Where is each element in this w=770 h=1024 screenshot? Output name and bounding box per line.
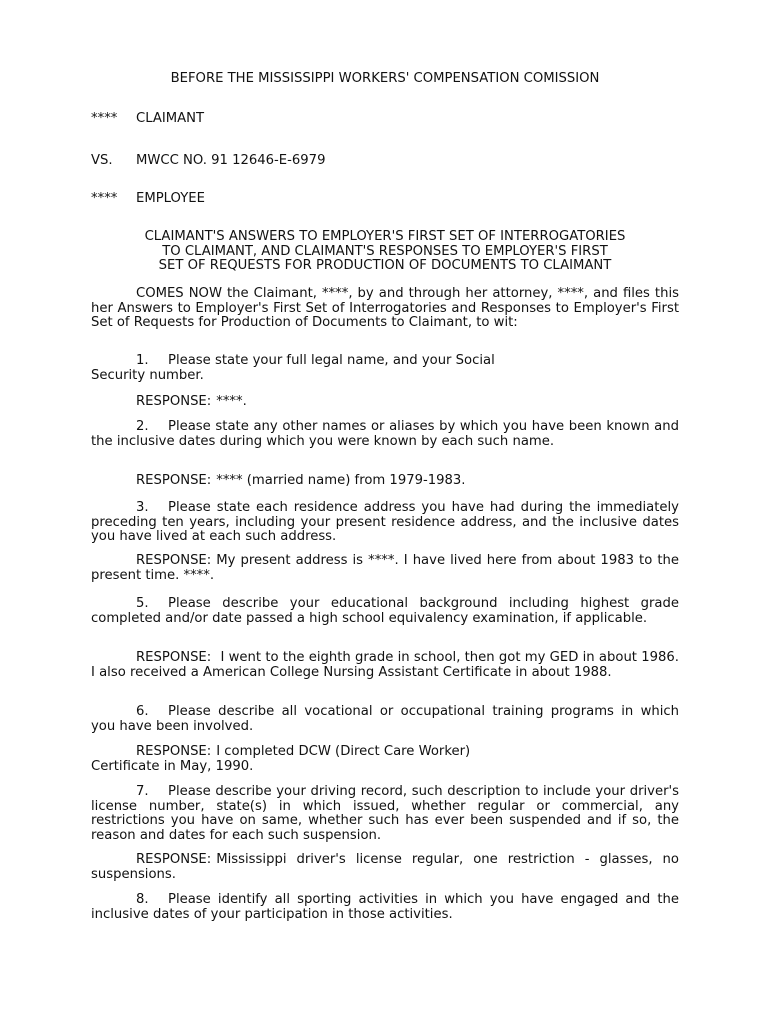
- item-number: 1.: [136, 353, 149, 368]
- response-text: Certificate in May, 1990.: [91, 758, 254, 774]
- response-text: Mississippi driver's license regular, one restriction - glasses, no suspensions.: [91, 852, 679, 882]
- claimant-mark: ****: [91, 111, 118, 126]
- employee-mark: ****: [91, 191, 118, 206]
- response-text: I completed DCW (Direct Care Worker): [216, 744, 471, 759]
- commission-header: BEFORE THE MISSISSIPPI WORKERS' COMPENSATION COMISSION: [170, 71, 600, 86]
- question-text: Please state each residence address you have had during the immediately preceding ten years, including your present residence address, and the inclusive dates you have lived at each such address.: [91, 500, 679, 545]
- interrogatory-6: [91, 705, 679, 734]
- response-text: I went to the eighth grade in school, then got my GED in about 1986. I also received a American College Nursing Assistant Certificate in about 1988.: [91, 650, 679, 680]
- interrogatory-7: [91, 785, 679, 843]
- response-label: RESPONSE:: [136, 650, 212, 665]
- employee-line: [91, 192, 679, 207]
- response-label: RESPONSE:: [136, 852, 212, 867]
- interrogatory-8: [91, 893, 679, 922]
- response-text: ****.: [216, 394, 247, 409]
- response-3: [91, 554, 679, 583]
- response-text: **** (married name) from 1979-1983.: [216, 473, 466, 488]
- employee-label: EMPLOYEE: [136, 191, 205, 206]
- claimant-label: CLAIMANT: [136, 111, 205, 126]
- response-label: RESPONSE:: [136, 473, 212, 488]
- question-text: Please state your full legal name, and your Social: [168, 353, 495, 368]
- item-number: 3.: [136, 500, 149, 515]
- response-6: [91, 745, 679, 774]
- document-title-line: CLAIMANT'S ANSWERS TO EMPLOYER'S FIRST SET OF INTERROGATORIES: [144, 229, 626, 244]
- item-number: 2.: [136, 419, 149, 434]
- question-text: Please describe your educational background including highest grade completed and/or date passed a high school equivalency examination, if applicable.: [91, 596, 679, 626]
- versus-line: [91, 154, 679, 169]
- item-number: 6.: [136, 704, 149, 719]
- question-text: Please describe all vocational or occupational training programs in which you have been involved.: [91, 704, 679, 734]
- response-7: [91, 853, 679, 882]
- response-5: [91, 651, 679, 680]
- document-title: [91, 230, 679, 274]
- interrogatory-2: [91, 420, 679, 449]
- document-title-line: SET OF REQUESTS FOR PRODUCTION OF DOCUMENTS TO CLAIMANT: [158, 258, 612, 274]
- response-label: RESPONSE:: [136, 394, 212, 409]
- question-text: Please identify all sporting activities in which you have engaged and the inclusive dates of your participation in those activities.: [91, 892, 679, 922]
- response-text: My present address is ****. I have lived here from about 1983 to the present time. ****.: [91, 553, 679, 583]
- vs-label: VS.: [91, 153, 113, 168]
- question-text: Please state any other names or aliases by which you have been known and the inclusive dates during which you were known by each such name.: [91, 419, 679, 449]
- interrogatory-5: [91, 597, 679, 626]
- question-text: Please describe your driving record, such description to include your driver's license number, state(s) in which issued, whether regular or commercial, any restrictions you have on same, whether such has ever been suspended and if so, the reason and dates for each such suspension.: [91, 784, 679, 843]
- item-number: 7.: [136, 784, 149, 799]
- response-label: RESPONSE:: [136, 553, 212, 568]
- response-1: [91, 395, 679, 410]
- intro-paragraph: [91, 287, 679, 331]
- interrogatory-3: [91, 501, 679, 545]
- question-text: Security number.: [91, 367, 204, 383]
- item-number: 5.: [136, 596, 149, 611]
- intro-text: COMES NOW the Claimant, ****, by and through her attorney, ****, and files this her Answers to Employer's First Set of Interrogatories and Responses to Employer's First Set of Requests for Production of Documents to Claimant, to wit:: [91, 286, 679, 331]
- response-label: RESPONSE:: [136, 744, 212, 759]
- response-2: [91, 474, 679, 489]
- item-number: 8.: [136, 892, 149, 907]
- document-title-line: TO CLAIMANT, AND CLAIMANT'S RESPONSES TO EMPLOYER'S FIRST: [162, 243, 608, 259]
- interrogatory-1: [91, 354, 679, 383]
- claimant-line: [91, 112, 679, 127]
- case-number: MWCC NO. 91 12646-E-6979: [136, 153, 326, 168]
